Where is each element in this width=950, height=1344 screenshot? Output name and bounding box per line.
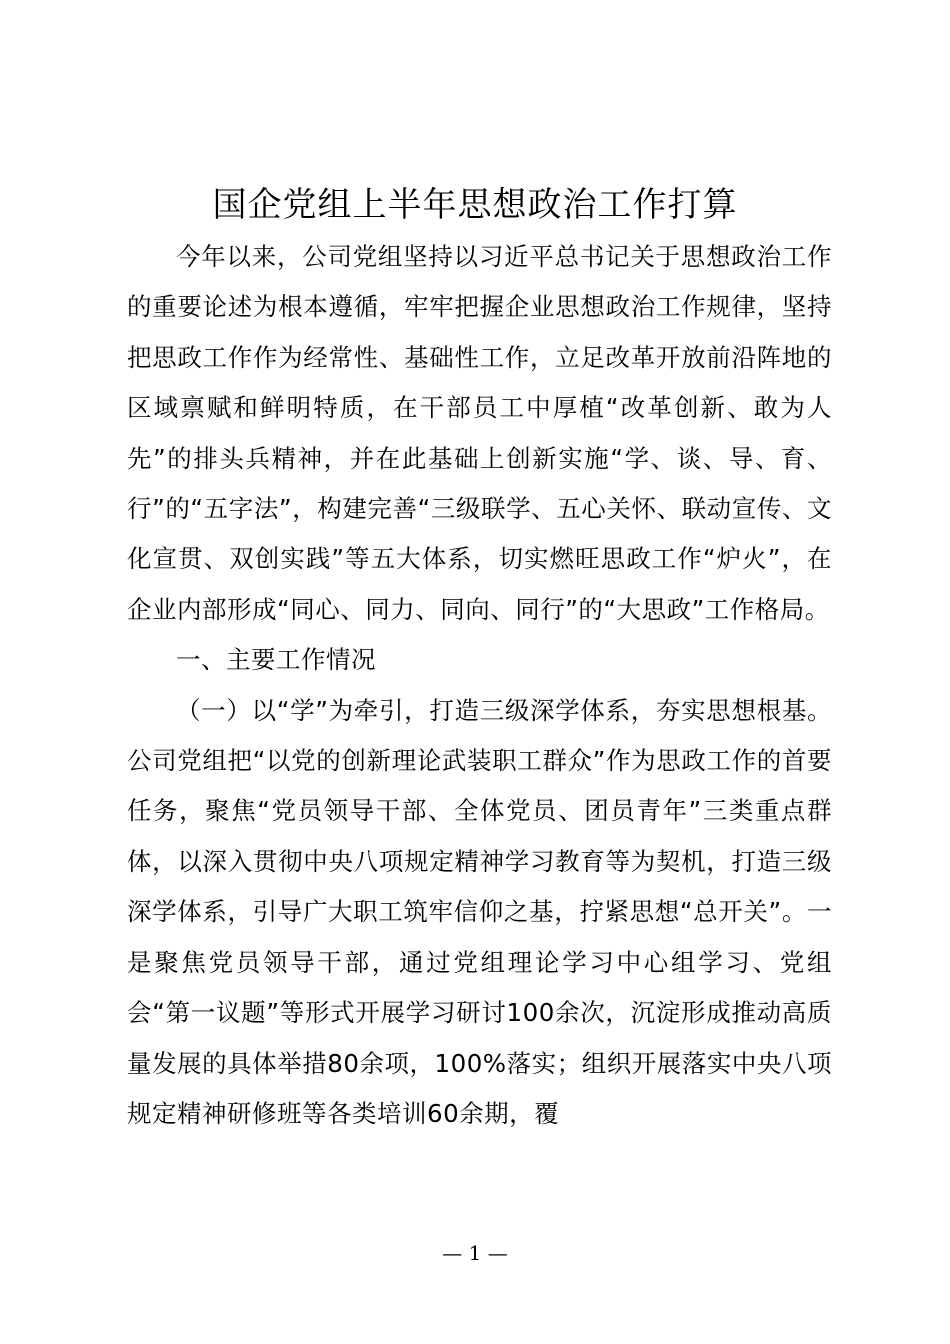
section-heading-1: 一、主要工作情况 bbox=[176, 645, 376, 675]
document-title: 国企党组上半年思想政治工作打算 bbox=[212, 185, 738, 225]
paragraph-section-1-1: （一）以“学”为牵引，打造三级深学体系，夯实思想根基。公司党组把“以党的创新理论武装职工群众”作为思政工作的首要任务，聚焦“党员领导干部、全体党员、团员青年”三类重点群体，以深入贯彻中央八项规定精神学习教育等为契机，打造三级深学体系，引导广大职工筑牢信仰之基，拧紧思想“总开关”。一是聚焦党员领导干部，通过党组理论学习中心组学习、党组会“第一议题”等形式开展学习研讨100余次，沉淀形成推动高质量发展的具体举措80余项，100%落实；组织开展落实中央八项规定精神研修班等各类培训60余期，覆 bbox=[127, 695, 832, 1128]
paragraph-intro: 今年以来，公司党组坚持以习近平总书记关于思想政治工作的重要论述为根本遵循，牢牢把握企业思想政治工作规律，坚持把思政工作作为经常性、基础性工作，立足改革开放前沿阵地的区域禀赋和鲜明特质，在干部员工中厚植“改革创新、敢为人先”的排头兵精神，并在此基础上创新实施“学、谈、导、育、行”的“五字法”，构建完善“三级联学、五心关怀、联动宣传、文化宣贯、双创实践”等五大体系，切实燃旺思政工作“炉火”，在企业内部形成“同心、同力、同向、同行”的“大思政”工作格局。 bbox=[127, 242, 832, 624]
document-body bbox=[127, 232, 832, 1139]
page-number: — 1 — bbox=[442, 1241, 508, 1265]
